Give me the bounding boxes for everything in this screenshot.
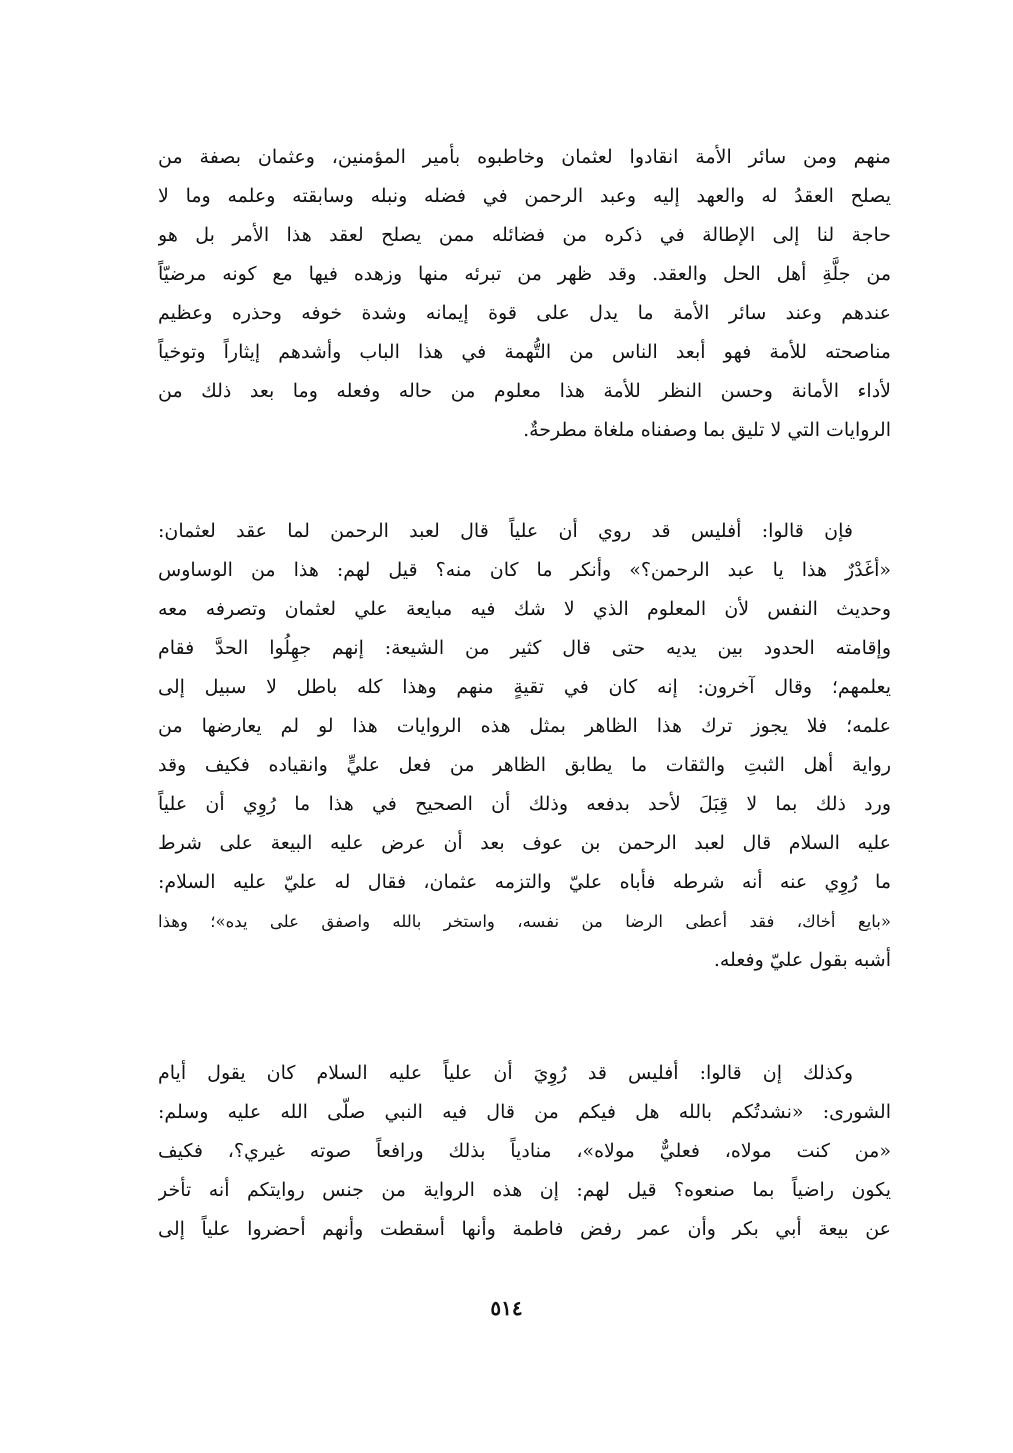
text-line: «بايع أخاك، فقد أعطى الرضا من نفسه، واستخر بالله واصفق على يده»؛ وهذا	[158, 912, 891, 931]
page-number: ٥١٤	[490, 1296, 523, 1320]
text-line: الشورى: «نشدتُكم بالله هل فيكم من قال فيه النبي صلّى الله عليه وسلم:	[158, 1101, 891, 1123]
text-line: ورد ذلك بما لا قِبَلَ لأحد بدفعه وذلك أن الصحيح في هذا ما رُوِي أن علياً	[158, 793, 891, 815]
text-line: مناصحته للأمة فهو أبعد الناس من التُّهمة في هذا الباب وأشدهم إيثاراً وتوخياً	[158, 341, 891, 363]
text-line: «من كنت مولاه، فعليٌّ مولاه»، منادياً بذلك ورافعاً صوته غيري؟، فكيف	[158, 1140, 891, 1162]
text-line: وإقامته الحدود بين يديه حتى قال كثير من الشيعة: إنهم جهِلُوا الحدَّ فقام	[158, 637, 891, 659]
text-line: وكذلك إن قالوا: أفليس قد رُوِيَ أن علياً عليه السلام كان يقول أيام	[158, 1062, 853, 1084]
text-line: وحديث النفس لأن المعلوم الذي لا شك فيه مبايعة علي لعثمان وتصرفه معه	[158, 598, 891, 620]
text-line: لأداء الأمانة وحسن النظر للأمة هذا معلوم من حاله وفعله وما بعد ذلك من	[158, 380, 891, 402]
text-line: رواية أهل الثبتِ والثقات ما يطابق الظاهر من فعل عليٍّ وانقياده فكيف وقد	[158, 754, 891, 776]
text-line: حاجة لنا إلى الإطالة في ذكره من فضائله ممن يصلح لعقد هذا الأمر بل هو	[158, 224, 891, 246]
text-line: فإن قالوا: أفليس قد روي أن علياً قال لعبد الرحمن لما عقد لعثمان:	[158, 520, 853, 542]
text-line: منهم ومن سائر الأمة انقادوا لعثمان وخاطبوه بأمير المؤمنين، وعثمان بصفة من	[158, 146, 891, 168]
text-line: عندهم وعند سائر الأمة ما يدل على قوة إيمانه وشدة خوفه وحذره وعظيم	[158, 302, 891, 324]
text-line: عليه السلام قال لعبد الرحمن بن عوف بعد أن عرض عليه البيعة على شرط	[158, 832, 891, 854]
text-line: الروايات التي لا تليق بما وصفناه ملغاة مطرحةٌ.	[523, 419, 891, 441]
paragraph-3	[158, 1054, 891, 1249]
paragraph-2	[158, 512, 891, 980]
text-line: «أغَدْرٌ هذا يا عبد الرحمن؟» وأنكر ما كان منه؟ قيل لهم: هذا من الوساوس	[158, 559, 891, 581]
text-line: يصلح العقدُ له والعهد إليه وعبد الرحمن في فضله ونبله وسابقته وعلمه وما لا	[158, 185, 891, 207]
text-line: يعلمهم؛ وقال آخرون: إنه كان في تقيةٍ منهم وهذا كله باطل لا سبيل إلى	[158, 676, 891, 698]
paragraph-1	[158, 138, 891, 450]
text-line: ما رُوِي عنه أنه شرطه فأباه عليّ والتزمه عثمان، فقال له عليّ عليه السلام:	[158, 871, 891, 893]
text-line: علمه؛ فلا يجوز ترك هذا الظاهر بمثل هذه الروايات هذا لو لم يعارضها من	[158, 715, 891, 737]
text-line: يكون راضياً بما صنعوه؟ قيل لهم: إن هذه الرواية من جنس روايتكم أنه تأخر	[158, 1179, 891, 1201]
text-line: أشبه بقول عليّ وفعله.	[713, 949, 891, 971]
text-line: من جلَّةِ أهل الحل والعقد. وقد ظهر من تبرئه منها وزهده فيها مع كونه مرضيّاً	[158, 263, 891, 285]
text-line: عن بيعة أبي بكر وأن عمر رفض فاطمة وأنها أسقطت وأنهم أحضروا علياً إلى	[158, 1218, 891, 1240]
